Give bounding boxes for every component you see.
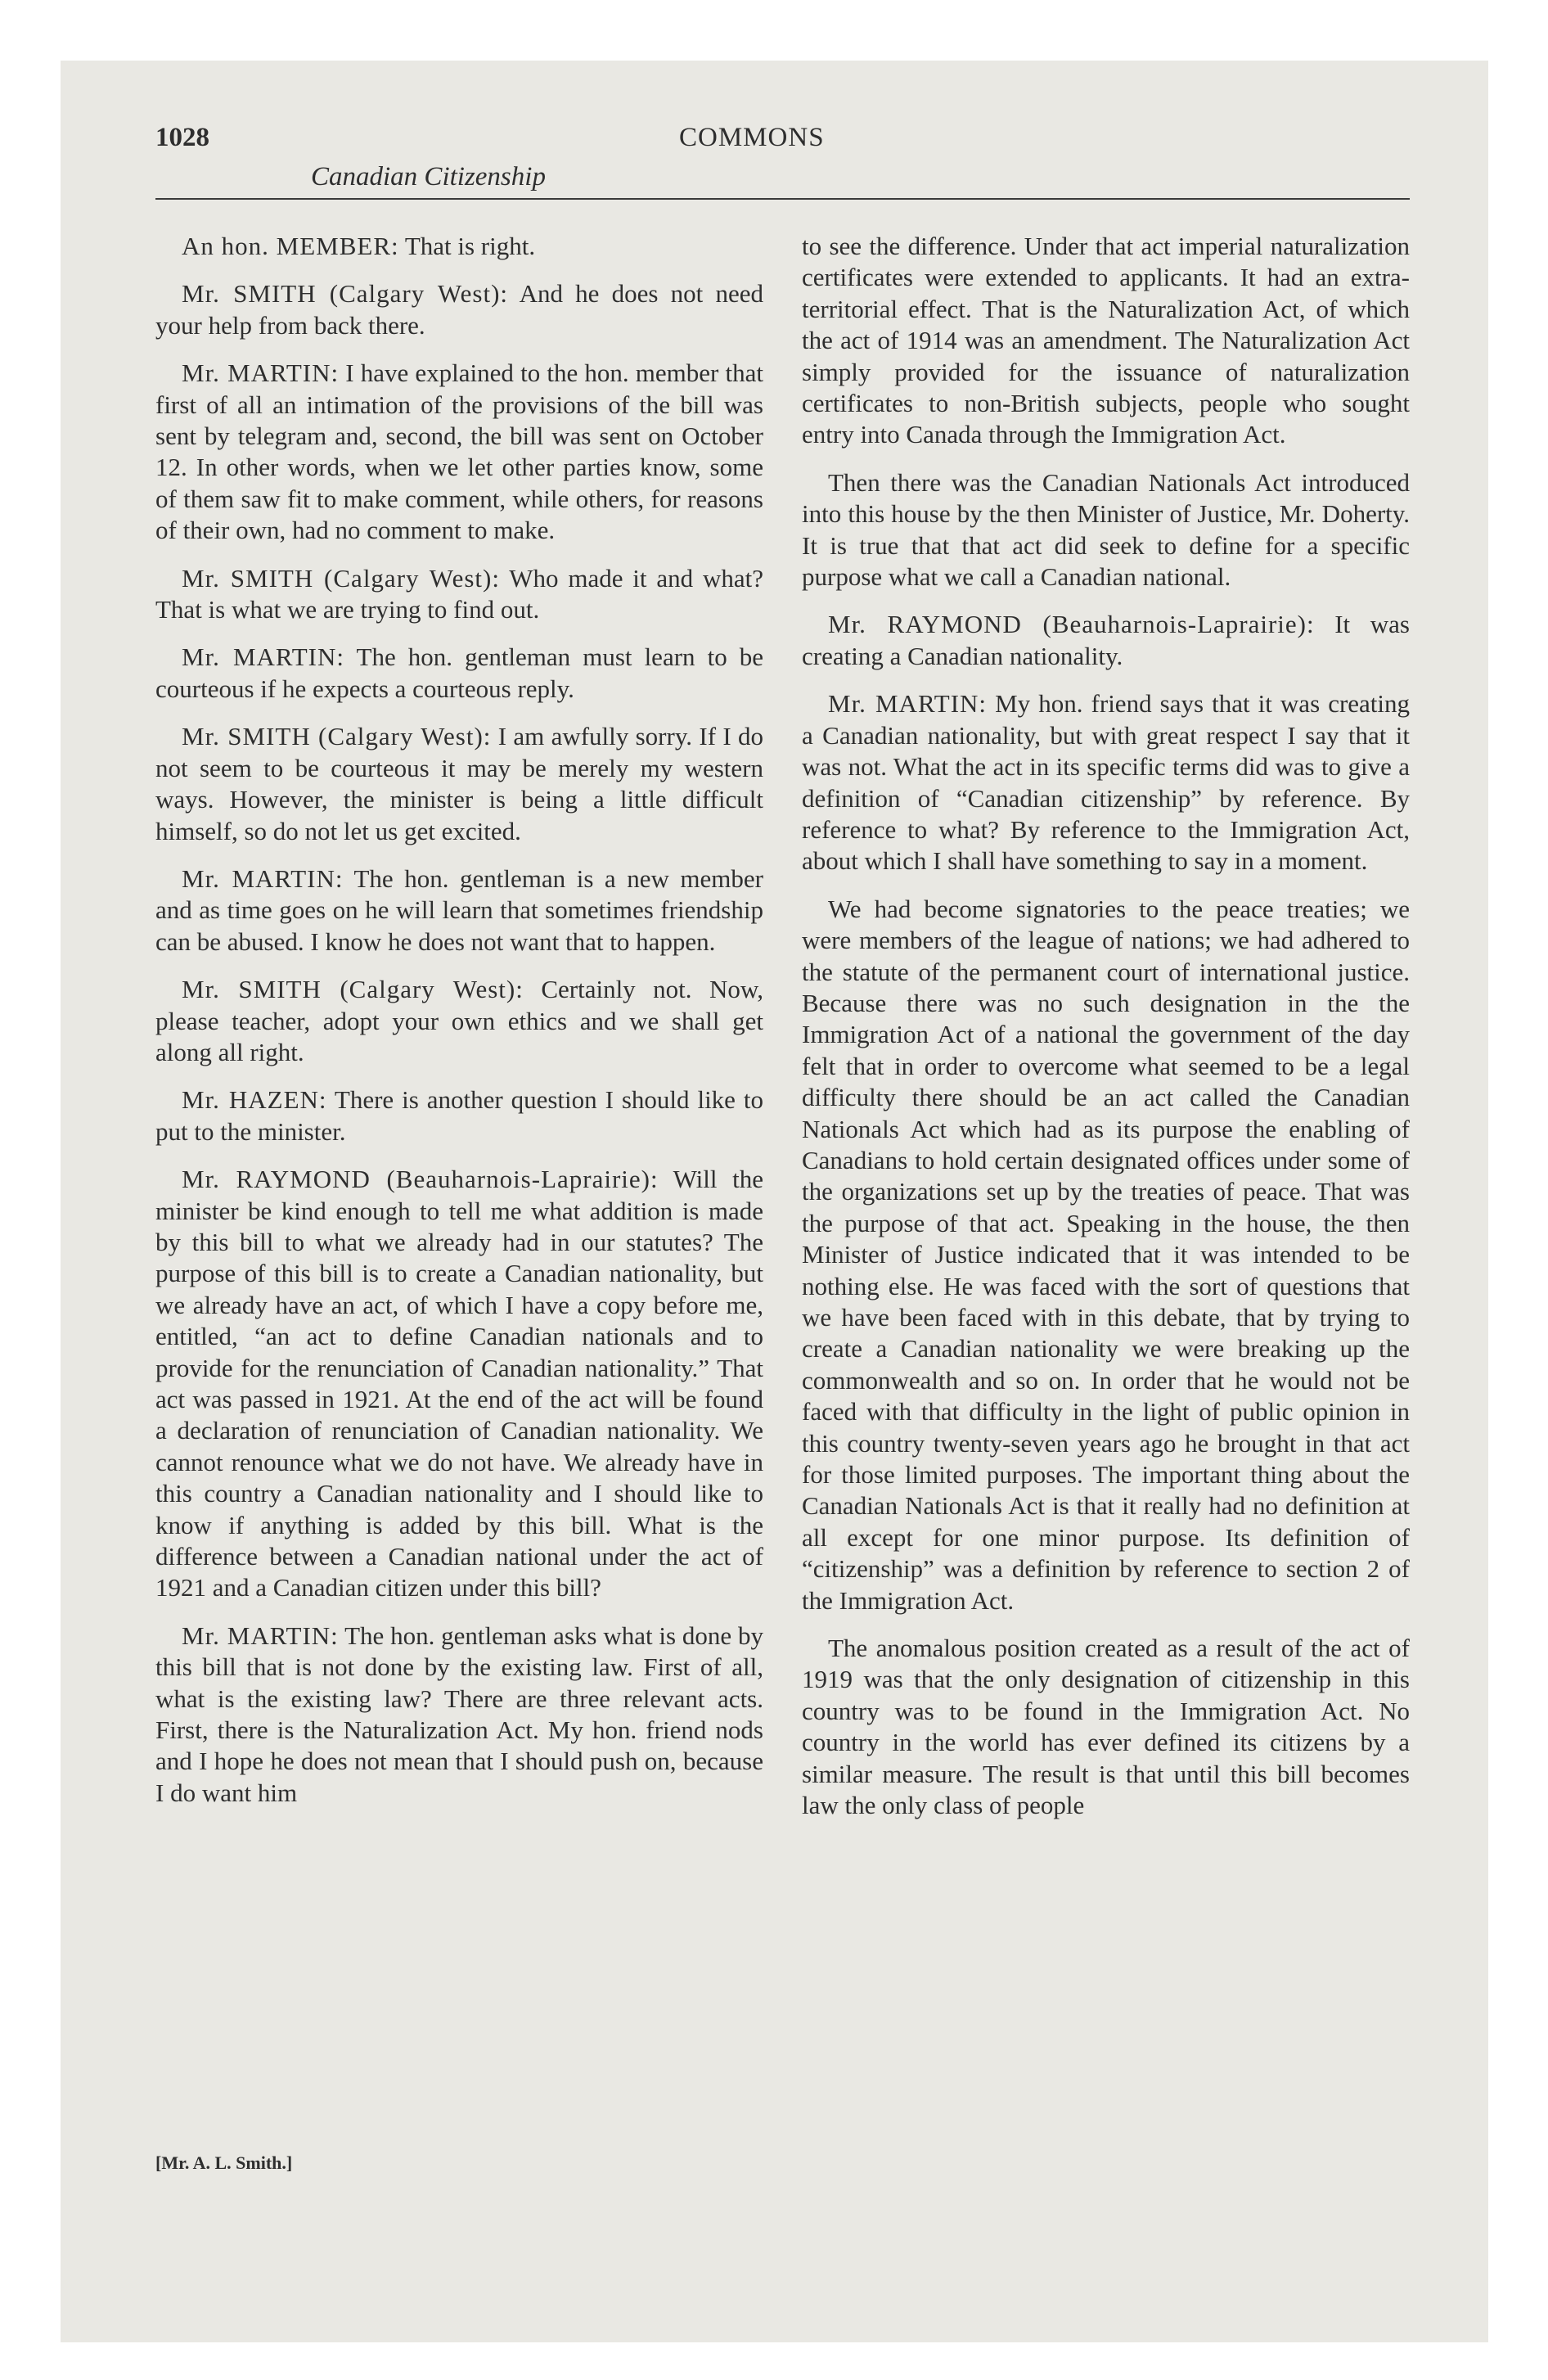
- speaker-name: Mr. RAYMOND (Beauharnois-Laprairie):: [828, 610, 1315, 639]
- speaker-name: Mr. SMITH (Calgary West):: [182, 563, 500, 593]
- left-paragraph: [155, 1164, 763, 1604]
- left-paragraph: [155, 1084, 763, 1147]
- left-paragraph: [155, 1620, 763, 1809]
- right-paragraph: [802, 609, 1410, 672]
- speech-text: That is right.: [404, 232, 536, 260]
- right-paragraph: [802, 1633, 1410, 1821]
- speech-text: Who made it and what? That is what we are trying to find out.: [155, 563, 763, 624]
- right-paragraph: [802, 467, 1410, 593]
- speaker-footer: [Mr. A. L. Smith.]: [155, 2152, 293, 2173]
- speaker-name: Mr. MARTIN:: [182, 1620, 339, 1650]
- speech-text: The anomalous position created as a result of the act of 1919 was that the only designation of citizenship in this country was to be found in the Immigration Act. No country in the world has ever defined its citizens by a similar measure. The result is that until this bill becomes law the only class of people: [802, 1634, 1410, 1820]
- speech-text: We had become signatories to the peace treaties; we were members of the league of nations; we had adhered to the statute of the permanent court of international justice. Because there was no such designation in the the Immigration Act of a national the government of the day felt that in order to overcome what seemed to be a legal difficulty there should be an act called the Canadian Nationals Act which had as its purpose the enabling of Canadians to hold certain designated offices under some of the organizations set up by the treaties of peace. That was the purpose of that act. Speaking in the house, the then Minister of Justice indicated that it was intended to be nothing else. He was faced with the sort of questions that we have been faced with in this debate, that by trying to create a Canadian nationality we were breaking up the commonwealth and so on. In order that he would not be faced with that difficulty in the light of public opinion in this country twenty-seven years ago he brought in that act for those limited purposes. The important thing about the Canadian Nationals Act is that it really had no definition at all except for one minor purpose. Its definition of “citizenship” was a definition by reference to section 2 of the Immigration Act.: [802, 894, 1410, 1615]
- running-head: COMMONS: [679, 123, 825, 152]
- page-number: 1028: [155, 123, 209, 152]
- left-paragraph: [155, 863, 763, 958]
- text-columns: [155, 231, 1410, 1838]
- subject-title: Canadian Citizenship: [311, 162, 546, 192]
- left-paragraph: [155, 231, 763, 262]
- speaker-name: Mr. MARTIN:: [182, 642, 345, 672]
- speaker-name: Mr. MARTIN:: [182, 863, 344, 893]
- speech-text: There is another question I should like to put to the minister.: [155, 1085, 763, 1146]
- speech-text: to see the difference. Under that act imperial naturalization certificates were extended to applicants. It had an extra-territorial effect. That is the Naturalization Act, of which the act of 1914 was an amendment. The Naturalization Act simply provided for the issuance of naturalization certificates to non-British subjects, people who sought entry into Canada through the Immigration Act.: [802, 232, 1410, 449]
- speech-text: I am awfully sorry. If I do not seem to be courteous it may be merely my western ways. However, the minister is being a little difficult himself, so do not let us get excited.: [155, 722, 764, 845]
- speech-text: Certainly not. Now, please teacher, adopt your own ethics and we shall get along all right.: [155, 975, 764, 1066]
- speech-text: My hon. friend says that it was creating a Canadian nationality, but with great respect I say that it was not. What the act in its specific terms did was to give a definition of “Canadian citizenship” by reference. By reference to what? By reference to the Immigration Act, about which I shall have something to say in a moment.: [802, 689, 1411, 876]
- left-column: [155, 231, 763, 1838]
- speaker-name: Mr. MARTIN:: [182, 358, 340, 388]
- left-paragraph: [155, 974, 763, 1068]
- speech-text: Will the minister be kind enough to tell me what addition is made by this bill to what we already had in our statutes? The purpose of this bill is to create a Canadian nationality, but we already have an act, of which I have a copy before me, entitled, “an act to define Canadian nationals and to provide for the renunciation of Canadian nationality.” That act was passed in 1921. At the end of the act will be found a declaration of renunciation of Canadian nationality. We cannot renounce what we do not have. We already have in this country a Canadian nationality and I should like to know if anything is added by this bill. What is the difference between a Canadian national under the act of 1921 and a Canadian citizen under this bill?: [155, 1165, 763, 1602]
- left-paragraph: [155, 278, 763, 341]
- speaker-name: Mr. SMITH (Calgary West):: [182, 975, 524, 1004]
- left-paragraph: [155, 358, 763, 546]
- right-column: [802, 231, 1410, 1838]
- speaker-name: Mr. RAYMOND (Beauharnois-Laprairie):: [182, 1165, 659, 1194]
- left-paragraph: [155, 642, 763, 705]
- speaker-name: Mr. HAZEN:: [182, 1085, 327, 1115]
- speech-text: The hon. gentleman must learn to be courteous if he expects a courteous reply.: [155, 642, 763, 703]
- left-paragraph: [155, 721, 763, 847]
- hansard-page: [155, 123, 1410, 2251]
- speech-text: I have explained to the hon. member that first of all an intimation of the provisions of the bill was sent by telegram and, second, the bill was sent on October 12. In other words, when we let other parties know, some of them saw fit to make comment, while others, for reasons of their own, had no comment to make.: [155, 358, 763, 545]
- speech-text: And he does not need your help from back there.: [155, 279, 763, 340]
- speech-text: It was creating a Canadian nationality.: [802, 610, 1410, 670]
- speaker-name: Mr. MARTIN:: [828, 689, 988, 719]
- speaker-name: An hon. MEMBER:: [182, 232, 399, 260]
- speaker-name: Mr. SMITH (Calgary West):: [182, 279, 509, 309]
- right-paragraph: [802, 894, 1410, 1616]
- speech-text: Then there was the Canadian Nationals Act introduced into this house by the then Minister of Justice, Mr. Doherty. It is true that that act did seek to define for a specific purpose what we call a Canadian national.: [802, 467, 1410, 592]
- speech-text: The hon. gentleman is a new member and as time goes on he will learn that sometimes friendship can be abused. I know he does not want that to happen.: [155, 863, 763, 956]
- right-paragraph: [802, 231, 1410, 451]
- speech-text: The hon. gentleman asks what is done by this bill that is not done by the existing law. First of all, what is the existing law? There are three relevant acts. First, there is the Naturalization Act. My hon. friend nods and I hope he does not mean that I should push on, because I do want him: [155, 1620, 763, 1807]
- left-paragraph: [155, 563, 763, 626]
- page-header: [155, 123, 1410, 200]
- right-paragraph: [802, 688, 1410, 877]
- speaker-name: Mr. SMITH (Calgary West):: [182, 722, 492, 751]
